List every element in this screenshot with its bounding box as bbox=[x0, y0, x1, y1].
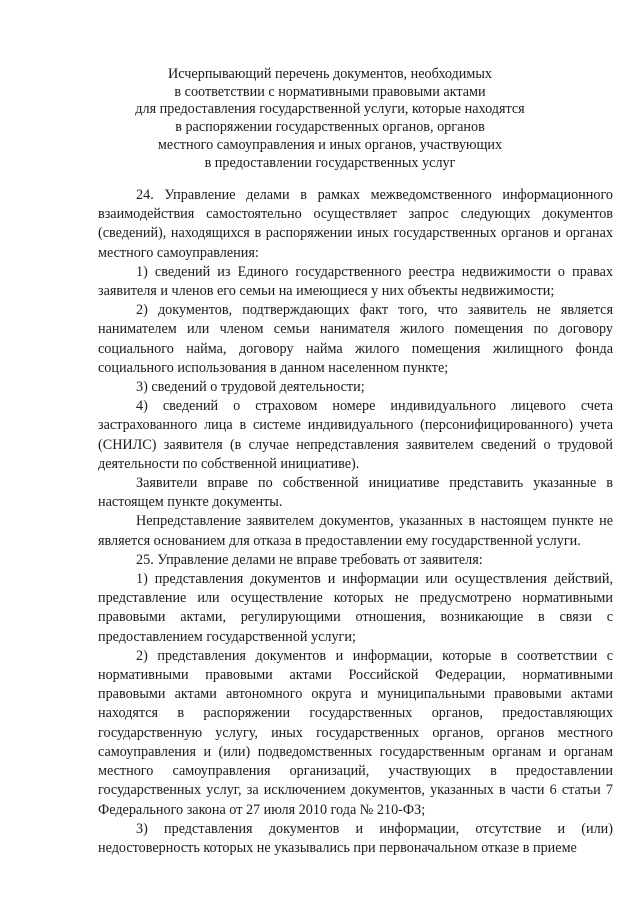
document-heading bbox=[120, 66, 540, 172]
heading-line: в соответствии с нормативными правовыми актами bbox=[174, 83, 486, 100]
list-item: 4) сведений о страховом номере индивидуального лицевого счета застрахованного лица в системе индивидуального (персонифицированного) учета (СНИЛС) заявителя (в случае непредставления заявителем сведений о трудовой деятельности по собственной инициативе). bbox=[98, 398, 613, 472]
list-item: 1) представления документов и информации или осуществления действий, представление или осуществление которых не предусмотрено нормативными правовыми актами, регулирующими отношения, возникающие в связи с предоставлением государственной услуги; bbox=[98, 571, 613, 645]
paragraph-25: 25. Управление делами не вправе требовать от заявителя: bbox=[136, 551, 483, 568]
heading-line: местного самоуправления и иных органов, участвующих bbox=[157, 136, 503, 153]
paragraph: Заявители вправе по собственной инициативе представить указанные в настоящем пункте документы. bbox=[98, 475, 613, 511]
list-item: 3) представления документов и информации, отсутствие и (или) недостоверность которых не указывались при первоначальном отказе в приеме bbox=[98, 820, 613, 856]
paragraph: Непредставление заявителем документов, указанных в настоящем пункте не является основанием для отказа в предоставлении ему государственной услуги. bbox=[98, 513, 613, 549]
list-item: 1) сведений из Единого государственного реестра недвижимости о правах заявителя и членов его семьи на имеющиеся у них объекты недвижимости; bbox=[98, 263, 613, 300]
document-body bbox=[98, 186, 613, 858]
heading-line: Исчерпывающий перечень документов, необходимых bbox=[168, 66, 492, 82]
heading-line: в предоставлении государственных услуг bbox=[204, 154, 456, 171]
list-item: 2) документов, подтверждающих факт того, что заявитель не является нанимателем или членом семьи нанимателя жилого помещения по договору социального найма, договору найма жилого помещения жилищного фонда социального использования в данном населенном пункте; bbox=[98, 302, 613, 376]
heading-line: в распоряжении государственных органов, органов bbox=[175, 119, 485, 136]
list-item: 2) представления документов и информации, которые в соответствии с нормативными правовыми актами Российской Федерации, нормативными правовыми актами автономного округа и муниципальными правовыми актами находятся в распоряжении государственных органов, предоставляющих государственную услугу, иных государственных органов, органов местного самоуправления и (или) подведомственных государственным органам и органам местного самоуправления организаций, участвующих в предоставлении государственных услуг, за исключением документов, указанных в части 6 статьи 7 Федерального закона от 27 июля 2010 года № 210-ФЗ; bbox=[98, 647, 613, 818]
heading-line: для предоставления государственной услуги, которые находятся bbox=[135, 101, 525, 118]
list-item: 3) сведений о трудовой деятельности; bbox=[136, 379, 365, 396]
paragraph-24: 24. Управление делами в рамках межведомственного информационного взаимодействия самостоятельно осуществляет запрос следующих документов (сведений), находящихся в распоряжении иных государственных органов и органах местного самоуправления: bbox=[98, 187, 613, 261]
